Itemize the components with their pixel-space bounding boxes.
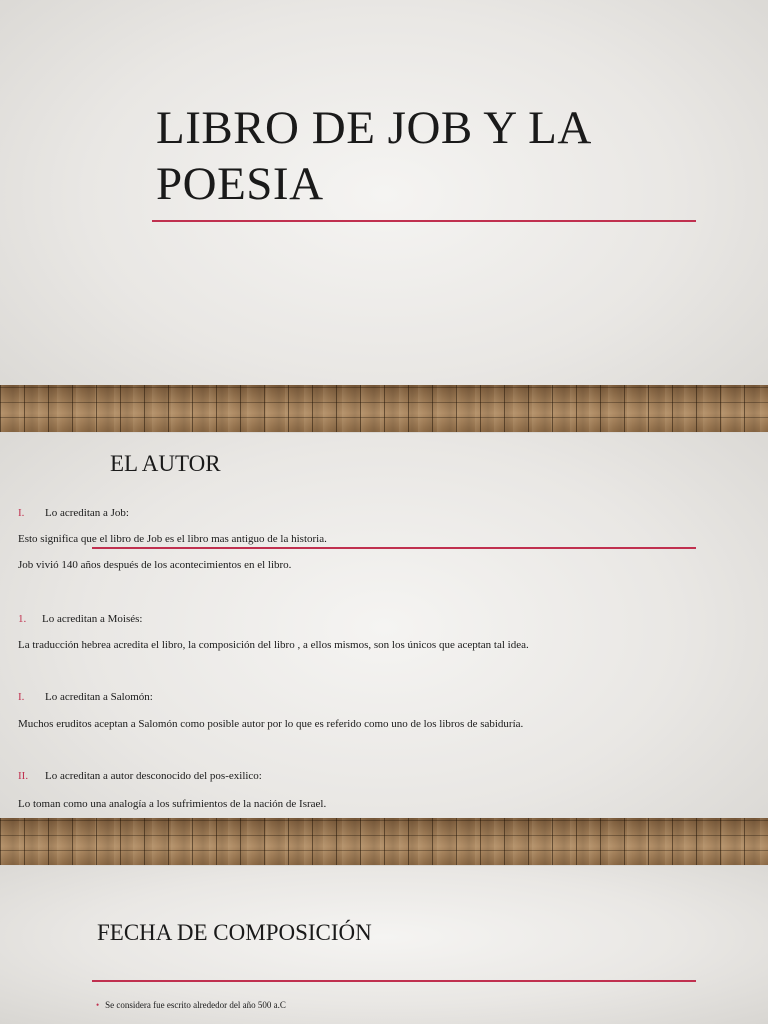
slide-date <box>0 866 768 1024</box>
wood-floor-decoration <box>0 818 768 865</box>
author-paragraph: La traducción hebrea acredita el libro, la composición del libro , a ellos mismos, son los únicos que aceptan tal idea. <box>18 639 529 651</box>
title-line-1: LIBRO DE JOB Y LA <box>156 102 592 154</box>
slide-author <box>0 433 768 865</box>
author-paragraph: Muchos eruditos aceptan a Salomón como posible autor por lo que es referido como uno de los libros de sabiduría. <box>18 718 524 730</box>
author-heading: EL AUTOR <box>110 451 221 476</box>
author-item-unknown <box>18 770 262 782</box>
title-divider <box>152 220 696 222</box>
author-item-job <box>18 507 129 519</box>
item-label: Lo acreditan a Salomón: <box>45 691 153 703</box>
item-label: Lo acreditan a Job: <box>45 507 129 519</box>
author-paragraph: Job vivió 140 años después de los acontecimientos en el libro. <box>18 559 292 571</box>
title-line-2: POESIA <box>156 158 324 210</box>
slide-title <box>0 0 768 432</box>
date-heading: FECHA DE COMPOSICIÓN <box>97 920 372 945</box>
slide-title-heading <box>156 100 716 212</box>
author-divider <box>92 547 696 549</box>
item-label: Lo acreditan a autor desconocido del pos-exilico: <box>45 770 262 782</box>
date-divider <box>92 980 696 982</box>
author-paragraph: Lo toman como una analogía a los sufrimientos de la nación de Israel. <box>18 798 327 810</box>
bullet-icon: • <box>96 1000 100 1010</box>
item-number: I. <box>18 691 25 703</box>
bullet-text: Se considera fue escrito alrededor del año 500 a.C <box>105 1000 286 1010</box>
date-bullet <box>96 1000 286 1010</box>
wood-floor-decoration <box>0 385 768 432</box>
author-item-moises <box>18 613 143 625</box>
item-number: II. <box>18 770 29 782</box>
item-label: Lo acreditan a Moisés: <box>42 613 143 625</box>
item-number: 1. <box>18 613 27 625</box>
item-number: I. <box>18 507 25 519</box>
author-paragraph: Esto significa que el libro de Job es el libro mas antiguo de la historia. <box>18 533 327 545</box>
author-item-salomon <box>18 691 153 703</box>
